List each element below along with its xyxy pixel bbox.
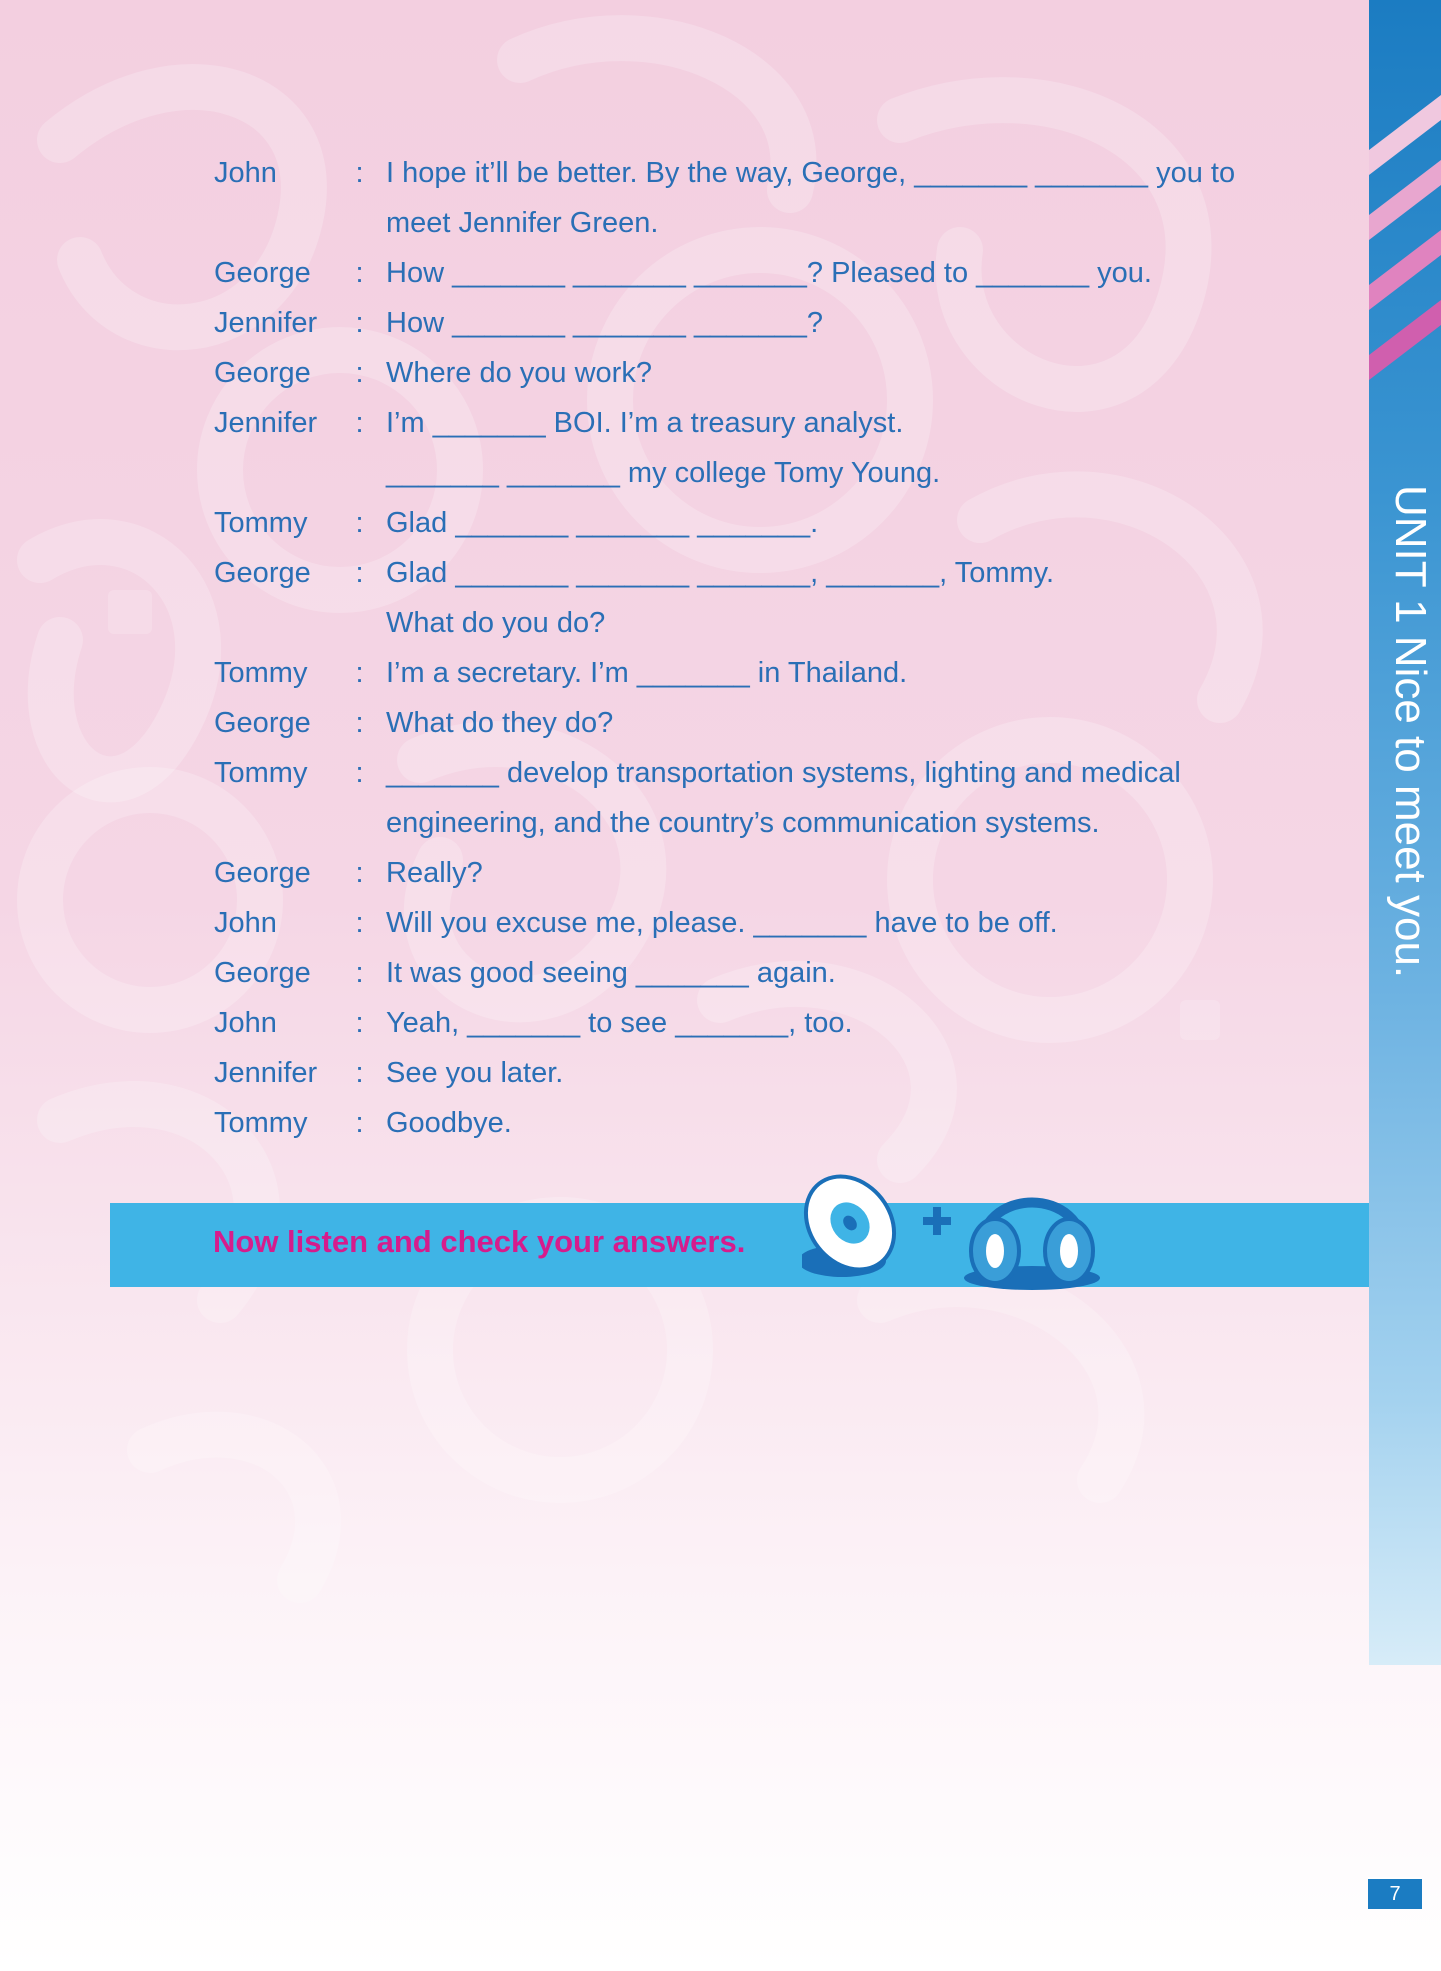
separator: : xyxy=(355,406,364,439)
listen-banner xyxy=(110,1203,1441,1287)
speaker-name: George xyxy=(214,706,311,739)
dialogue-text: See you later. xyxy=(386,1056,564,1089)
dialogue-text: I’m a secretary. I’m _______ in Thailand. xyxy=(386,656,908,689)
dialogue-line xyxy=(214,398,1304,448)
separator: : xyxy=(355,656,364,689)
page-number: 7 xyxy=(1368,1877,1422,1909)
separator: : xyxy=(355,156,364,189)
dialogue-line xyxy=(214,1048,1304,1098)
dialogue-text: Will you excuse me, please. _______ have to be off. xyxy=(386,906,1058,939)
dialogue-line xyxy=(214,1098,1304,1148)
dialogue-line xyxy=(214,548,1304,598)
dialogue-line xyxy=(214,848,1304,898)
dialogue-text: Where do you work? xyxy=(386,356,652,389)
sidebar-stripes xyxy=(1369,0,1441,420)
separator: : xyxy=(355,306,364,339)
speaker-name: Tommy xyxy=(214,756,308,789)
headphones-icon xyxy=(964,1203,1100,1291)
separator: : xyxy=(355,956,364,989)
speaker-name: Tommy xyxy=(214,506,308,539)
speaker-name: Tommy xyxy=(214,656,308,689)
dialogue-text: How _______ _______ _______? Pleased to _______ you. xyxy=(386,256,1152,289)
dialogue xyxy=(214,148,1304,1148)
dialogue-line xyxy=(214,448,1304,498)
separator: : xyxy=(355,756,364,789)
listen-instruction: Now listen and check your answers. xyxy=(213,1224,746,1259)
dialogue-text: _______ develop transportation systems, lighting and medical xyxy=(386,756,1181,789)
separator: : xyxy=(355,256,364,289)
dialogue-line xyxy=(214,148,1304,198)
dialogue-text: What do you do? xyxy=(386,606,606,639)
audio-icons xyxy=(802,1165,1142,1295)
separator: : xyxy=(355,506,364,539)
dialogue-text: _______ _______ my college Tomy Young. xyxy=(386,456,941,489)
dialogue-text: I hope it’ll be better. By the way, George, _______ _______ you to xyxy=(386,156,1236,189)
cd-icon xyxy=(802,1165,912,1287)
dialogue-text: meet Jennifer Green. xyxy=(386,206,659,239)
separator: : xyxy=(355,1006,364,1039)
dialogue-line xyxy=(214,248,1304,298)
dialogue-line xyxy=(214,698,1304,748)
speaker-name: George xyxy=(214,856,311,889)
dialogue-text: Goodbye. xyxy=(386,1106,512,1139)
dialogue-text: Yeah, _______ to see _______, too. xyxy=(386,1006,853,1039)
separator: : xyxy=(355,706,364,739)
speaker-name: Tommy xyxy=(214,1106,308,1139)
dialogue-text: It was good seeing _______ again. xyxy=(386,956,836,989)
dialogue-line xyxy=(214,598,1304,648)
dialogue-line xyxy=(214,198,1304,248)
dialogue-text: Glad _______ _______ _______, _______, Tommy. xyxy=(386,556,1055,589)
plus-icon xyxy=(923,1207,951,1235)
dialogue-line xyxy=(214,748,1304,798)
dialogue-text: I’m _______ BOI. I’m a treasury analyst. xyxy=(386,406,904,439)
dialogue-line xyxy=(214,498,1304,548)
separator: : xyxy=(355,356,364,389)
speaker-name: John xyxy=(214,906,277,939)
unit-title: UNIT 1 Nice to meet you. xyxy=(1386,485,1435,979)
dialogue-text: engineering, and the country’s communication systems. xyxy=(386,806,1100,839)
dialogue-line xyxy=(214,798,1304,848)
speaker-name: Jennifer xyxy=(214,1056,318,1089)
dialogue-line xyxy=(214,648,1304,698)
dialogue-line xyxy=(214,948,1304,998)
dialogue-line xyxy=(214,298,1304,348)
speaker-name: Jennifer xyxy=(214,406,318,439)
dialogue-line xyxy=(214,998,1304,1048)
speaker-name: Jennifer xyxy=(214,306,318,339)
dialogue-text: How _______ _______ _______? xyxy=(386,306,824,339)
speaker-name: George xyxy=(214,256,311,289)
speaker-name: George xyxy=(214,356,311,389)
separator: : xyxy=(355,1056,364,1089)
separator: : xyxy=(355,1106,364,1139)
separator: : xyxy=(355,556,364,589)
dialogue-line xyxy=(214,898,1304,948)
dialogue-text: Glad _______ _______ _______. xyxy=(386,506,819,539)
dialogue-line xyxy=(214,348,1304,398)
separator: : xyxy=(355,856,364,889)
speaker-name: John xyxy=(214,156,277,189)
separator: : xyxy=(355,906,364,939)
speaker-name: John xyxy=(214,1006,277,1039)
speaker-name: George xyxy=(214,556,311,589)
dialogue-text: What do they do? xyxy=(386,706,614,739)
dialogue-text: Really? xyxy=(386,856,483,889)
speaker-name: George xyxy=(214,956,311,989)
